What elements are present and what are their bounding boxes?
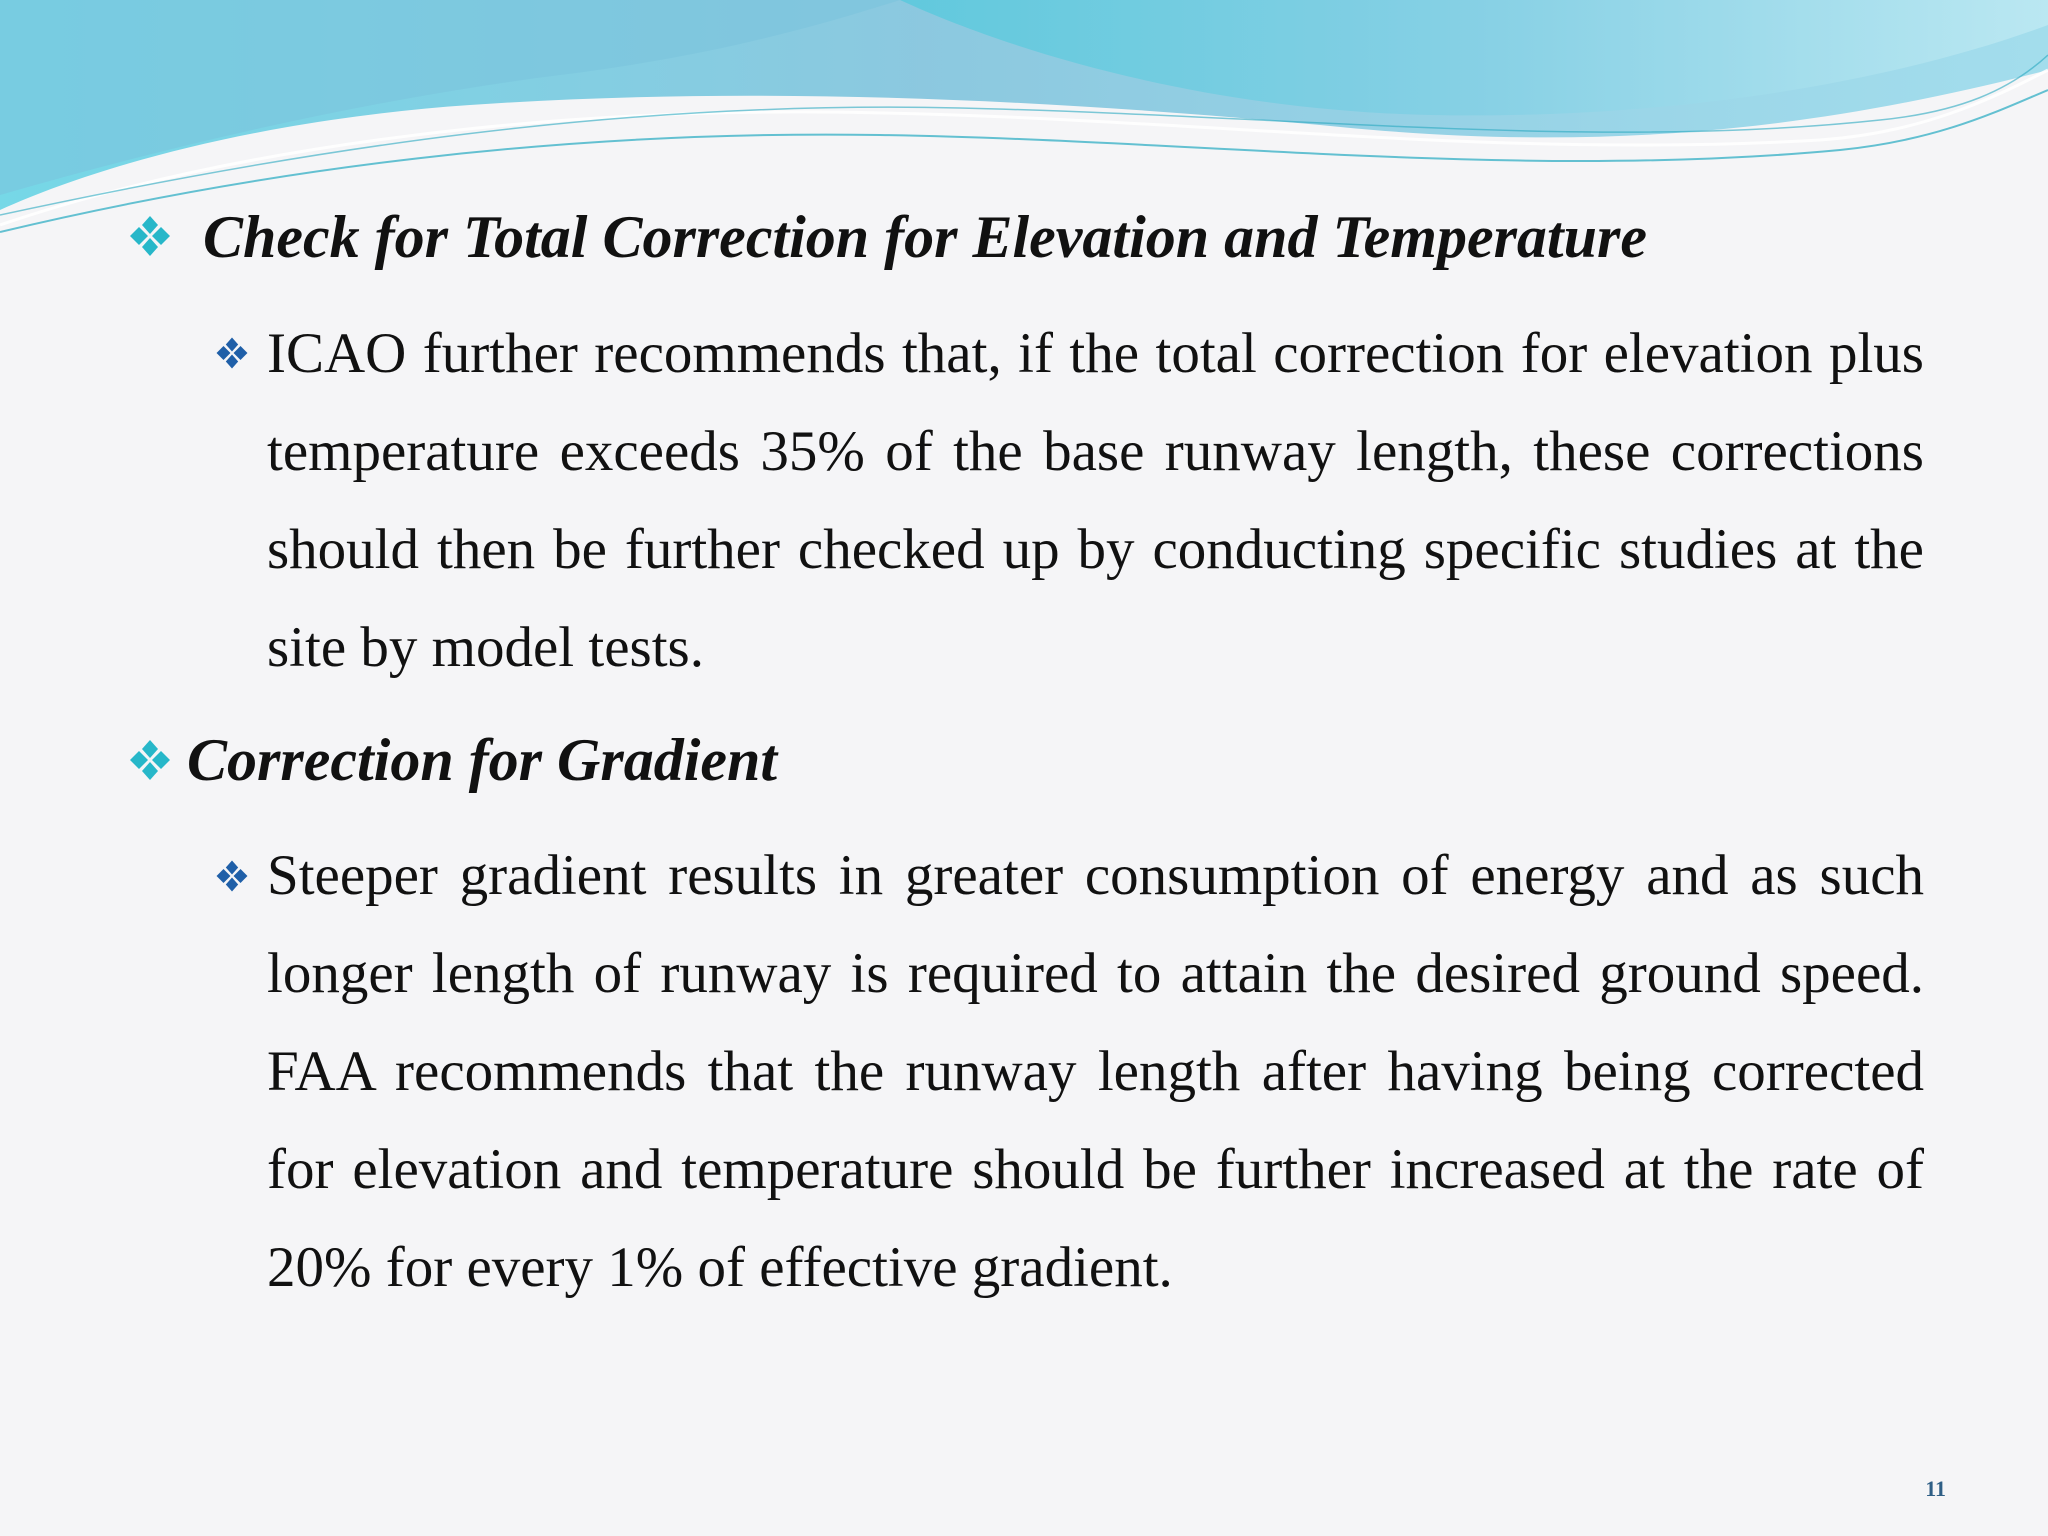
diamond-four-icon [215,859,249,893]
paragraph-icao-recommendation: ICAO further recommends that, if the total correction for elevation plus temperature exceeds 35% of the base runway length, these corrections should then be further checked up by conducting specific studies at the site by model tests. [267,322,1924,679]
diamond-four-icon [215,336,249,370]
slide-number: 11 [1925,1476,1946,1501]
paragraph-gradient-correction: Steeper gradient results in greater consumption of energy and as such longer length of runway is required to attain the desired ground speed. FAA recommends that the runway length after having being corrected for elevation and temperature should be further increased at the rate of 20% for every 1% of effective gradient. [267,844,1924,1299]
diamond-four-icon [128,738,172,782]
section-heading-gradient: Correction for Gradient [187,727,778,793]
section-heading-total-correction: Check for Total Correction for Elevation and Temperature [203,204,1647,270]
diamond-four-icon [128,214,172,258]
